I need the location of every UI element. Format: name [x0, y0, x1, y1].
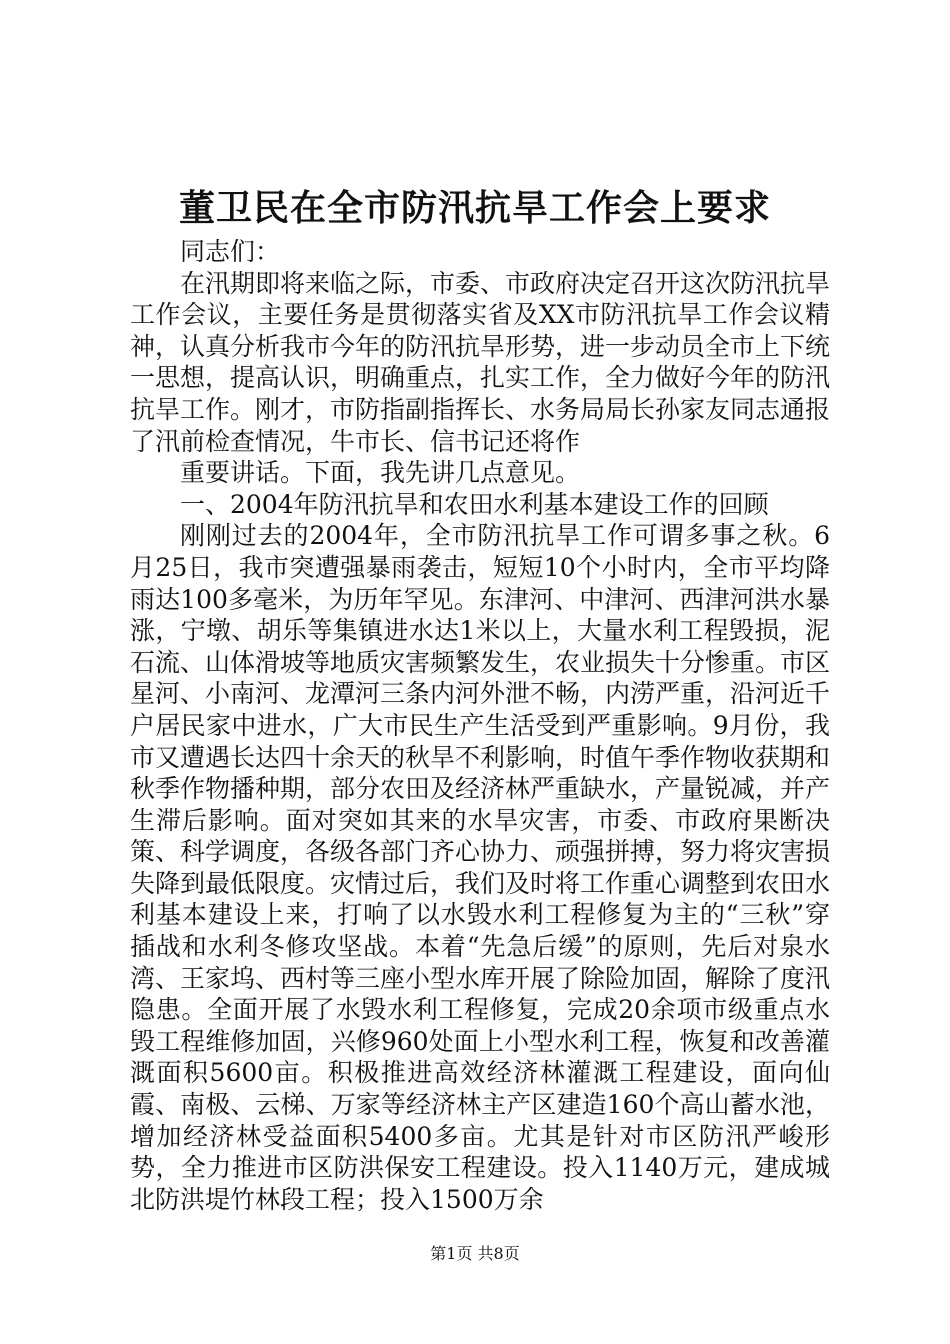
- document-title: 董卫民在全市防汛抗旱工作会上要求: [178, 187, 771, 229]
- section-heading: 一、2004年防汛抗旱和农田水利基本建设工作的回顾: [180, 489, 769, 519]
- salutation: 同志们：: [180, 237, 281, 266]
- paragraph: 刚刚过去的2004年，全市防汛抗旱工作可谓多事之秋。6月25日，我市突遭强暴雨袭击，短短10个小时内，全市平均降雨达100多毫米，为历年罕见。东津河、中津河、西津河洪水暴涨，宁墩、胡乐等集镇进水达1米以上，大量水利工程毁损，泥石流、山体滑坡等地质灾害频繁发生，农业损失十分惨重。市区星河、小南河、龙潭河三条内河外泄不畅，内涝严重，沿河近千户居民家中进水，广大市民生产生活受到严重影响。9月份，我市又遭遇长达四十余天的秋旱不利影响，时值午季作物收获期和秋季作物播种期，部分农田及经济林严重缺水，产量锐减，并产生滞后影响。面对突如其来的水旱灾害，市委、市政府果断决策、科学调度，各级各部门齐心协力、顽强拼搏，努力将灾害损失降到最低限度。灾情过后，我们及时将工作重心调整到农田水利基本建设上来，打响了以水毁水利工程修复为主的“三秋”穿插战和水利冬修攻坚战。本着“先急后缓”的原则，先后对泉水湾、王家坞、西村等三座小型水库开展了除险加固，解除了度汛隐患。全面开展了水毁水利工程修复，完成20余项市级重点水毁工程维修加固，兴修960处面上小型水利工程，恢复和改善灌溉面积5600亩。积极推进高效经济林灌溉工程建设，面向仙霞、南极、云梯、万家等经济林主产区建造160个高山蓄水池，增加经济林受益面积5400多亩。尤其是针对市区防汛严峻形势，全力推进市区防洪保安工程建设。投入1140万元，建成城北防洪堤竹林段工程；投入1500万余: [130, 521, 831, 1214]
- paragraph: 重要讲话。下面，我先讲几点意见。: [180, 458, 581, 488]
- paragraph: 在汛期即将来临之际，市委、市政府决定召开这次防汛抗旱工作会议，主要任务是贯彻落实省及XX市防汛抗旱工作会议精神，认真分析我市今年的防汛抗旱形势，进一步动员全市上下统一思想，提高认识，明确重点，扎实工作，全力做好今年的防汛抗旱工作。刚才，市防指副指挥长、水务局局长孙家友同志通报了汛前检查情况，牛市长、信书记还将作: [130, 268, 831, 456]
- page-footer: 第1页 共8页: [430, 1244, 520, 1263]
- document-body: [130, 236, 830, 1215]
